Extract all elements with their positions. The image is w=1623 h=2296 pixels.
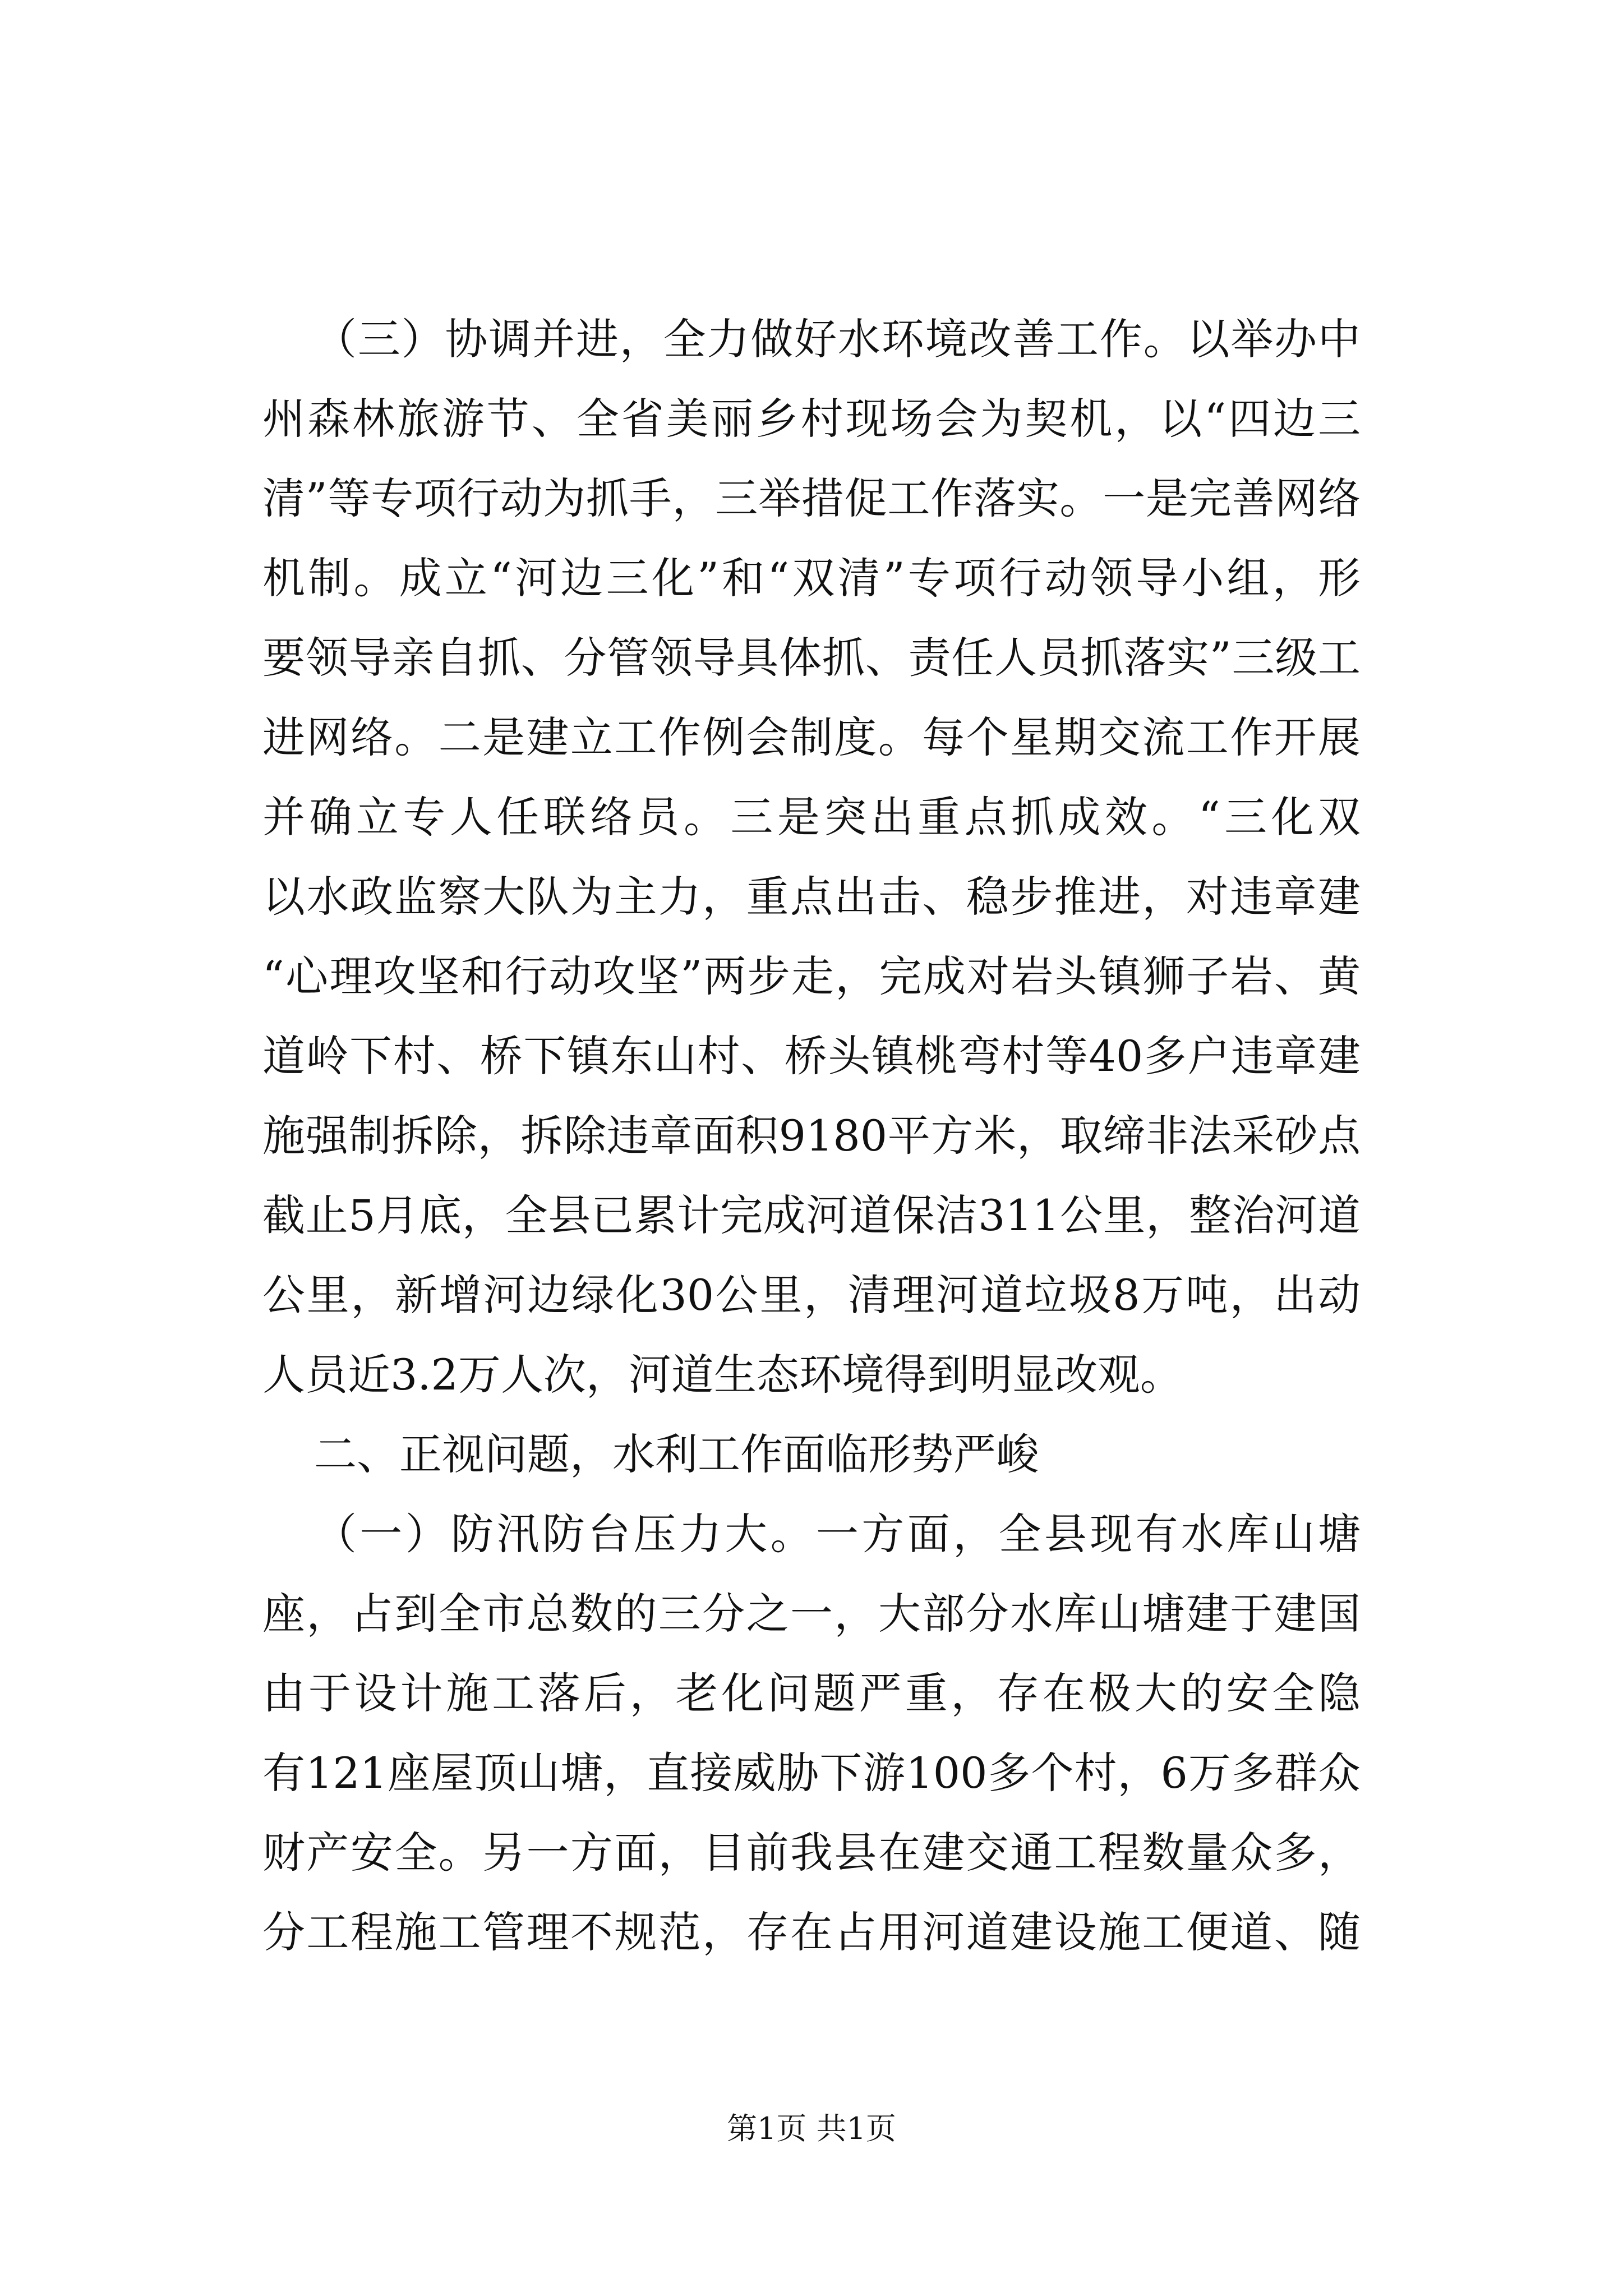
text-line: 截止5月底，全县已累计完成河道保洁311公里，整治河道 [262, 1190, 1361, 1240]
text-line: 公里，新增河边绿化30公里，清理河道垃圾8万吨，出动 [262, 1270, 1361, 1320]
text-line: 人员近3.2万人次，河道生态环境得到明显改观。 [262, 1350, 1183, 1400]
text-line: 由于设计施工落后，老化问题严重，存在极大的安全隐 [262, 1668, 1361, 1718]
page-footer: 第1页 共1页 [727, 2111, 896, 2146]
text-line: 进网络。二是建立工作例会制度。每个星期交流工作开展 [262, 712, 1361, 762]
text-line: 要领导亲自抓、分管领导具体抓、责任人员抓落实”三级工 [262, 633, 1361, 683]
text-line: 财产安全。另一方面，目前我县在建交通工程数量众多， [262, 1828, 1361, 1878]
text-line: “心理攻坚和行动攻坚”两步走，完成对岩头镇狮子岩、黄 [262, 951, 1361, 1001]
section-heading: 二、正视问题，水利工作面临形势严峻 [314, 1429, 1039, 1479]
text-line: 座，占到全市总数的三分之一，大部分水库山塘建于建国 [262, 1589, 1361, 1639]
text-line: 施强制拆除，拆除违章面积9180平方米，取缔非法采砂点 [262, 1111, 1361, 1161]
text-line: 分工程施工管理不规范，存在占用河道建设施工便道、随 [262, 1907, 1361, 1957]
text-line: 道岭下村、桥下镇东山村、桥头镇桃弯村等40多户违章建 [262, 1031, 1361, 1081]
text-line: 州森林旅游节、全省美丽乡村现场会为契机，以“四边三 [262, 394, 1361, 444]
text-line: （三）协调并进，全力做好水环境改善工作。以举办中 [314, 314, 1361, 364]
text-line: 清”等专项行动为抓手，三举措促工作落实。一是完善网络 [262, 473, 1361, 523]
text-line: 以水政监察大队为主力，重点出击、稳步推进，对违章建 [262, 872, 1361, 922]
text-line: 并确立专人任联络员。三是突出重点抓成效。“三化双 [262, 792, 1361, 842]
text-line: 机制。成立“河边三化”和“双清”专项行动领导小组，形 [262, 553, 1361, 603]
text-line: 有121座屋顶山塘，直接威胁下游100多个村，6万多群众 [262, 1748, 1361, 1798]
text-line: （一）防汛防台压力大。一方面，全县现有水库山塘 [314, 1509, 1361, 1559]
